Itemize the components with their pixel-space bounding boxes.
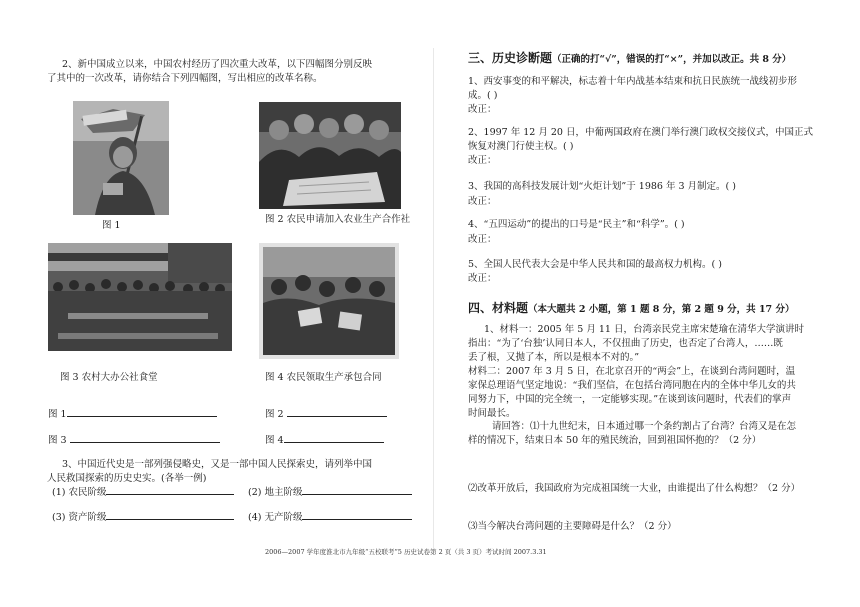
fill-fig4	[265, 431, 384, 448]
fill-fig2-blank[interactable]	[287, 405, 387, 417]
photo-commune-canteen	[48, 243, 232, 351]
material-question1-line2: 样的情况下，结束日本 50 年的殖民统治，回到祖国怀抱的？（2 分）	[468, 435, 762, 446]
photo-land-reform	[73, 101, 169, 215]
fill-fig3-blank[interactable]	[70, 431, 220, 443]
section3-subtitle: （正确的打“√”，错误的打“×”，并加以改正。共 8 分）	[552, 54, 792, 65]
q3-c-blank[interactable]	[106, 508, 234, 520]
s3q3: 3、我国的高科技发展计划“火炬计划”于 1986 年 3 月制定。( )	[468, 181, 736, 192]
q3-a-blank[interactable]	[106, 483, 234, 495]
section4-subtitle: （本大题共 2 小题，第 1 题 8 分，第 2 题 9 分，共 17 分）	[528, 304, 795, 315]
fill-fig2	[265, 405, 387, 422]
q3-item-a	[52, 483, 234, 500]
fig4-caption: 图 4 农民领取生产承包合同	[265, 372, 382, 383]
q3-b-blank[interactable]	[302, 483, 412, 495]
material-question2: ⑵改革开放后，我国政府为完成祖国统一大业，由谁提出了什么构想？（2 分）	[468, 483, 801, 494]
section3-title: 三、历史诊断题	[468, 51, 553, 65]
q3-d-label: (4) 无产阶级	[248, 512, 303, 523]
photo-contract-responsibility	[259, 243, 399, 359]
s3q4-correction: 改正：	[468, 234, 497, 245]
fig1-caption: 图 1	[102, 220, 121, 231]
material-question3: ⑶当今解决台湾问题的主要障碍是什么？（2 分）	[468, 521, 677, 532]
q3-item-b	[248, 483, 412, 500]
material-line5: 家保总理语气坚定地说：“我们坚信，在包括台湾同胞在内的全体中华儿女的共	[468, 380, 796, 391]
material-line6: 同努力下，中国的完全统一，一定能够实现。”在谈到该问题时，代表们的掌声	[468, 394, 792, 405]
q2-line1: 2、新中国成立以来，中国农村经历了四次重大改革，以下四幅图分别反映	[62, 59, 373, 70]
material-line4: 材料二：2007 年 3 月 5 日，在北京召开的“两会”上，在谈到台湾问题时，温	[468, 366, 796, 377]
s3q3-correction: 改正：	[468, 196, 497, 207]
material-line7: 时间最长。	[468, 408, 516, 419]
q3-a-label: (1) 农民阶级	[52, 487, 107, 498]
section3-heading	[468, 50, 791, 68]
fill-fig2-label: 图 2	[265, 409, 284, 420]
q3-line2: 人民救国探索的历史史实。(各举一例)	[47, 473, 207, 484]
q3-item-c	[52, 508, 234, 525]
s3q1-line1: 1、西安事变的和平解决，标志着十年内战基本结束和抗日民族统一战线初步形	[468, 76, 798, 87]
material-line1: 1、材料一：2005 年 5 月 11 日，台湾亲民党主席宋楚瑜在清华大学演讲时	[484, 324, 804, 335]
q3-c-label: (3) 资产阶级	[52, 512, 107, 523]
q3-line1: 3、中国近代史是一部列强侵略史，又是一部中国人民探索史，请列举中国	[62, 459, 373, 470]
photo-cooperative	[259, 102, 401, 209]
column-divider	[433, 48, 434, 548]
s3q5: 5、全国人民代表大会是中华人民共和国的最高权力机构。( )	[468, 259, 722, 270]
fill-fig4-blank[interactable]	[284, 431, 384, 443]
q3-d-blank[interactable]	[302, 508, 412, 520]
fig2-caption: 图 2 农民申请加入农业生产合作社	[265, 214, 411, 225]
fill-fig3-label: 图 3	[48, 435, 67, 446]
q3-b-label: (2) 地主阶级	[248, 487, 303, 498]
s3q1-correction: 改正：	[468, 104, 497, 115]
section4-heading	[468, 300, 794, 318]
s3q2-line2: 恢复对澳门行使主权。( )	[468, 141, 574, 152]
q2-line2: 了其中的一次改革，请你结合下列四幅图，写出相应的改革名称。	[47, 73, 323, 84]
s3q1-line2: 成。( )	[468, 90, 498, 101]
s3q4: 4、“五四运动”的提出的口号是“民主”和“科学”。( )	[468, 219, 685, 230]
fill-fig4-label: 图 4	[265, 435, 284, 446]
material-question1-line1: 请回答：⑴十九世纪末，日本通过哪一个条约割占了台湾？台湾又是在怎	[492, 421, 797, 432]
fig3-caption: 图 3 农村大办公社食堂	[60, 372, 158, 383]
section4-title: 四、材料题	[468, 301, 529, 315]
fill-fig1-blank[interactable]	[67, 405, 217, 417]
q3-item-d	[248, 508, 412, 525]
s3q5-correction: 改正：	[468, 273, 497, 284]
material-line3: 丢了根，又抛了本，所以是根本不对的。”	[468, 352, 640, 363]
page-footer: 2006—2007 学年度淮北市九年级“五校联考”5 历史试卷第 2 页（共 3 页）考试时间 2007.3.31	[265, 548, 547, 556]
material-line2: 指出：“为了‘台独’认同日本人，不仅扭曲了历史，也否定了台湾人，……既	[468, 338, 783, 349]
fill-fig3	[48, 431, 220, 448]
fill-fig1-label: 图 1	[48, 409, 67, 420]
s3q2-correction: 改正：	[468, 155, 497, 166]
fill-fig1	[48, 405, 217, 422]
s3q2-line1: 2、1997 年 12 月 20 日，中葡两国政府在澳门举行澳门政权交接仪式，中国正式	[468, 127, 813, 138]
